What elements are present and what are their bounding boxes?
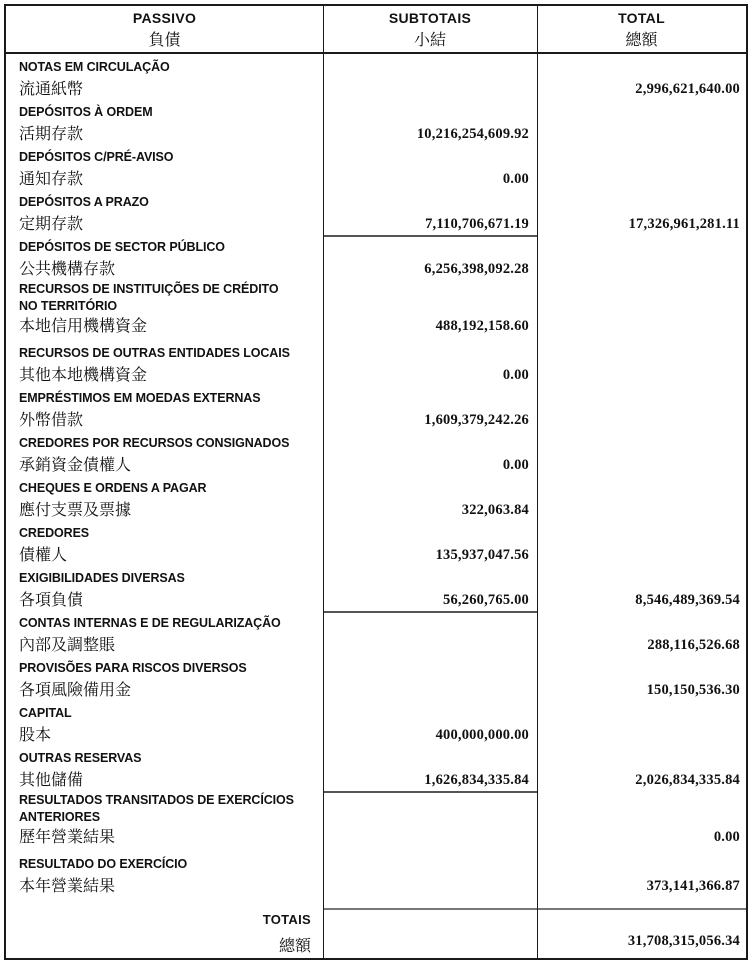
header-passivo-zh: 負債 — [148, 32, 181, 49]
row-value-line — [6, 724, 746, 747]
header-subtotais-zh: 小結 — [413, 32, 446, 49]
row-label-pt: RECURSOS DE INSTITUIÇÕES DE CRÉDITO — [19, 282, 279, 296]
row-label-pt: CHEQUES E ORDENS A PAGAR — [19, 481, 207, 495]
row-subtotal-value: 56,260,765.00 — [443, 592, 529, 608]
row-value-line — [6, 634, 746, 657]
header-total-zh: 總額 — [625, 32, 658, 49]
row-label-pt: NOTAS EM CIRCULAÇÃO — [19, 60, 170, 74]
totals-row — [6, 908, 746, 958]
row-label-pt: NO TERRITÓRIO — [19, 299, 118, 313]
row-label-zh: 通知存款 — [19, 171, 84, 188]
header-subtotais — [323, 6, 537, 52]
table-row — [6, 477, 746, 522]
row-label-zh: 流通紙幣 — [19, 81, 84, 98]
row-label-pt: OUTRAS RESERVAS — [19, 751, 142, 765]
row-label-zh: 活期存款 — [19, 126, 84, 143]
totals-label-pt: TOTAIS — [262, 912, 311, 927]
row-value-line — [6, 589, 746, 612]
row-label-pt: CAPITAL — [19, 706, 72, 720]
row-label-pt: CREDORES — [19, 526, 90, 540]
row-label-pt: DEPÓSITOS A PRAZO — [19, 195, 149, 209]
table-row — [6, 612, 746, 657]
row-label-zh: 本年營業結果 — [19, 878, 116, 895]
row-label-zh: 其他本地機構資金 — [19, 367, 148, 384]
row-label-pt: RECURSOS DE OUTRAS ENTIDADES LOCAIS — [19, 346, 290, 360]
row-subtotal-value: 0.00 — [502, 457, 529, 473]
row-label-zh: 內部及調整賬 — [19, 637, 116, 654]
table-row — [6, 342, 746, 387]
row-value-line — [6, 826, 746, 849]
table-row — [6, 236, 746, 281]
row-value-line — [6, 123, 746, 146]
header-subtotais-pt: SUBTOTAIS — [388, 10, 472, 26]
table-row — [6, 146, 746, 191]
row-subtotal-value: 135,937,047.56 — [435, 547, 529, 563]
header-passivo-pt: PASSIVO — [132, 10, 197, 26]
spacer — [6, 898, 746, 908]
table-row — [6, 432, 746, 477]
table-row — [6, 101, 746, 146]
table-row — [6, 191, 746, 236]
row-subtotal-value: 6,256,398,092.28 — [424, 261, 529, 277]
row-label-pt: RESULTADO DO EXERCÍCIO — [19, 857, 188, 871]
row-label-zh: 各項負債 — [19, 592, 84, 609]
row-value-line — [6, 409, 746, 432]
row-subtotal-value: 488,192,158.60 — [435, 318, 529, 334]
row-subtotal-value: 1,609,379,242.26 — [424, 412, 529, 428]
row-label-zh: 股本 — [19, 727, 52, 744]
row-label-zh: 債權人 — [19, 547, 68, 564]
row-label-zh: 承銷資金債權人 — [19, 457, 132, 474]
row-value-line — [6, 364, 746, 387]
row-label-zh: 各項風險備用金 — [19, 682, 132, 699]
row-label-zh: 其他儲備 — [19, 772, 84, 789]
row-subtotal-value: 322,063.84 — [461, 502, 529, 518]
table-row — [6, 792, 746, 853]
totals-label-zh: 總額 — [278, 938, 311, 955]
row-value-line — [6, 78, 746, 101]
row-value-line — [6, 258, 746, 281]
row-label-zh: 應付支票及票據 — [19, 502, 132, 519]
column-divider-1 — [323, 6, 324, 958]
table-row — [6, 56, 746, 101]
table-row — [6, 747, 746, 792]
row-label-pt: DEPÓSITOS DE SECTOR PÚBLICO — [19, 240, 225, 254]
row-value-line — [6, 499, 746, 522]
row-value-line — [6, 213, 746, 236]
row-value-line — [6, 168, 746, 191]
row-label-pt: CREDORES POR RECURSOS CONSIGNADOS — [19, 436, 290, 450]
totals-value: 31,708,315,056.34 — [627, 933, 740, 949]
row-subtotal-value: 1,626,834,335.84 — [424, 772, 529, 788]
table-row — [6, 702, 746, 747]
header-total — [537, 6, 746, 52]
row-label-zh: 歷年營業結果 — [19, 829, 116, 846]
row-total-value: 288,116,526.68 — [647, 637, 740, 653]
row-value-line — [6, 875, 746, 898]
row-label-zh: 本地信用機構資金 — [19, 318, 148, 335]
row-total-value: 17,326,961,281.11 — [628, 216, 740, 232]
table-rows — [6, 54, 746, 958]
row-total-value: 373,141,366.87 — [646, 878, 740, 894]
header-total-pt: TOTAL — [618, 10, 665, 26]
row-total-value: 2,026,834,335.84 — [635, 772, 740, 788]
table-row — [6, 387, 746, 432]
row-total-value: 2,996,621,640.00 — [635, 81, 740, 97]
row-subtotal-value: 10,216,254,609.92 — [416, 126, 529, 142]
row-label-pt: EXIGIBILIDADES DIVERSAS — [19, 571, 185, 585]
row-label-pt: DEPÓSITOS C/PRÉ-AVISO — [19, 150, 174, 164]
row-value-line — [6, 315, 746, 338]
row-total-value: 8,546,489,369.54 — [635, 592, 740, 608]
row-label-zh: 外幣借款 — [19, 412, 84, 429]
table-row — [6, 281, 746, 342]
row-total-value: 0.00 — [713, 829, 740, 845]
header-passivo — [6, 6, 323, 52]
table-header — [6, 6, 746, 54]
row-value-line — [6, 454, 746, 477]
row-total-value: 150,150,536.30 — [646, 682, 740, 698]
row-label-zh: 公共機構存款 — [19, 261, 116, 278]
row-label-zh: 定期存款 — [19, 216, 84, 233]
row-subtotal-value: 0.00 — [502, 367, 529, 383]
row-label-pt: RESULTADOS TRANSITADOS DE EXERCÍCIOS — [19, 793, 294, 807]
row-subtotal-value: 400,000,000.00 — [435, 727, 529, 743]
row-label-pt: PROVISÕES PARA RISCOS DIVERSOS — [19, 661, 247, 675]
row-value-line — [6, 679, 746, 702]
row-label-pt: CONTAS INTERNAS E DE REGULARIZAÇÃO — [19, 616, 281, 630]
table-row — [6, 522, 746, 567]
row-value-line — [6, 544, 746, 567]
table-row — [6, 853, 746, 898]
row-subtotal-value: 0.00 — [502, 171, 529, 187]
row-label-pt: EMPRÉSTIMOS EM MOEDAS EXTERNAS — [19, 391, 261, 405]
row-label-pt: DEPÓSITOS À ORDEM — [19, 105, 153, 119]
balance-sheet-table — [4, 4, 748, 960]
row-subtotal-value: 7,110,706,671.19 — [425, 216, 529, 232]
table-row — [6, 657, 746, 702]
table-row — [6, 567, 746, 612]
column-divider-2 — [537, 6, 538, 958]
row-label-pt: ANTERIORES — [19, 810, 100, 824]
row-value-line — [6, 769, 746, 792]
